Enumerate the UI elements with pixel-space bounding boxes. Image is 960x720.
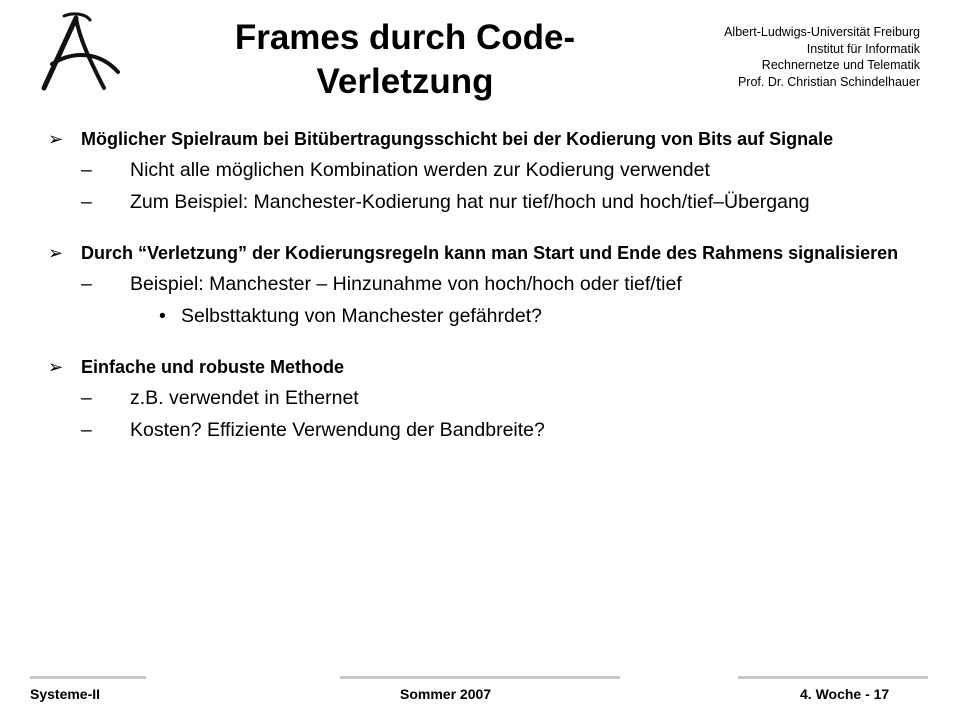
slide-title xyxy=(190,16,620,104)
bullet-level2 xyxy=(48,158,928,182)
bullet-level1 xyxy=(48,242,928,264)
affiliation-line: Prof. Dr. Christian Schindelhauer xyxy=(737,74,920,89)
slide-content xyxy=(48,128,928,442)
affiliation-line: Institut für Informatik xyxy=(806,41,920,56)
arrow-bullet-icon: ➢ xyxy=(48,129,64,149)
dash-marker: – xyxy=(81,419,92,441)
arrow-bullet-icon: ➢ xyxy=(48,357,64,377)
bullet-level1 xyxy=(48,356,928,378)
bullet-text: Einfache und robuste Methode xyxy=(81,357,345,377)
dash-marker: – xyxy=(81,191,92,213)
bullet-level2 xyxy=(48,272,928,296)
title-line-2: Verletzung xyxy=(316,62,494,101)
bullet-text: Nicht alle möglichen Kombination werden zur Kodierung verwendet xyxy=(130,159,710,181)
bullet-text: Selbsttaktung von Manchester gefährdet? xyxy=(181,305,542,327)
footer-page: 4. Woche - 17 xyxy=(800,686,890,702)
arrow-bullet-icon: ➢ xyxy=(48,243,64,263)
university-logo-icon xyxy=(34,12,146,94)
footer-rule xyxy=(30,676,146,679)
bullet-text: Beispiel: Manchester – Hinzunahme von hoch/hoch oder tief/tief xyxy=(130,273,682,295)
footer-course: Systeme-II xyxy=(30,686,101,702)
bullet-level1 xyxy=(48,128,928,150)
dot-marker: • xyxy=(159,305,166,327)
title-line-1: Frames durch Code- xyxy=(234,18,576,57)
affiliation-block xyxy=(600,24,920,90)
footer-semester: Sommer 2007 xyxy=(400,686,492,702)
bullet-text: z.B. verwendet in Ethernet xyxy=(130,387,359,409)
footer-rule xyxy=(340,676,620,679)
bullet-level2 xyxy=(48,418,928,442)
bullet-text: Kosten? Effiziente Verwendung der Bandbreite? xyxy=(130,419,545,441)
dash-marker: – xyxy=(81,273,92,295)
affiliation-line: Albert-Ludwigs-Universität Freiburg xyxy=(724,25,920,39)
footer-rule xyxy=(738,676,928,679)
dash-marker: – xyxy=(81,159,92,181)
slide-footer xyxy=(0,676,960,706)
bullet-text: Zum Beispiel: Manchester-Kodierung hat nur tief/hoch und hoch/tief–Übergang xyxy=(130,191,810,213)
bullet-level2 xyxy=(48,190,928,214)
affiliation-line: Rechnernetze und Telematik xyxy=(761,58,920,72)
dash-marker: – xyxy=(81,387,92,409)
bullet-text: Durch “Verletzung” der Kodierungsregeln kann man Start und Ende des Rahmens signalisieren xyxy=(81,243,899,263)
bullet-text: Möglicher Spielraum bei Bitübertragungsschicht bei der Kodierung von Bits auf Signale xyxy=(81,129,834,149)
bullet-level3 xyxy=(48,304,928,328)
bullet-level2 xyxy=(48,386,928,410)
